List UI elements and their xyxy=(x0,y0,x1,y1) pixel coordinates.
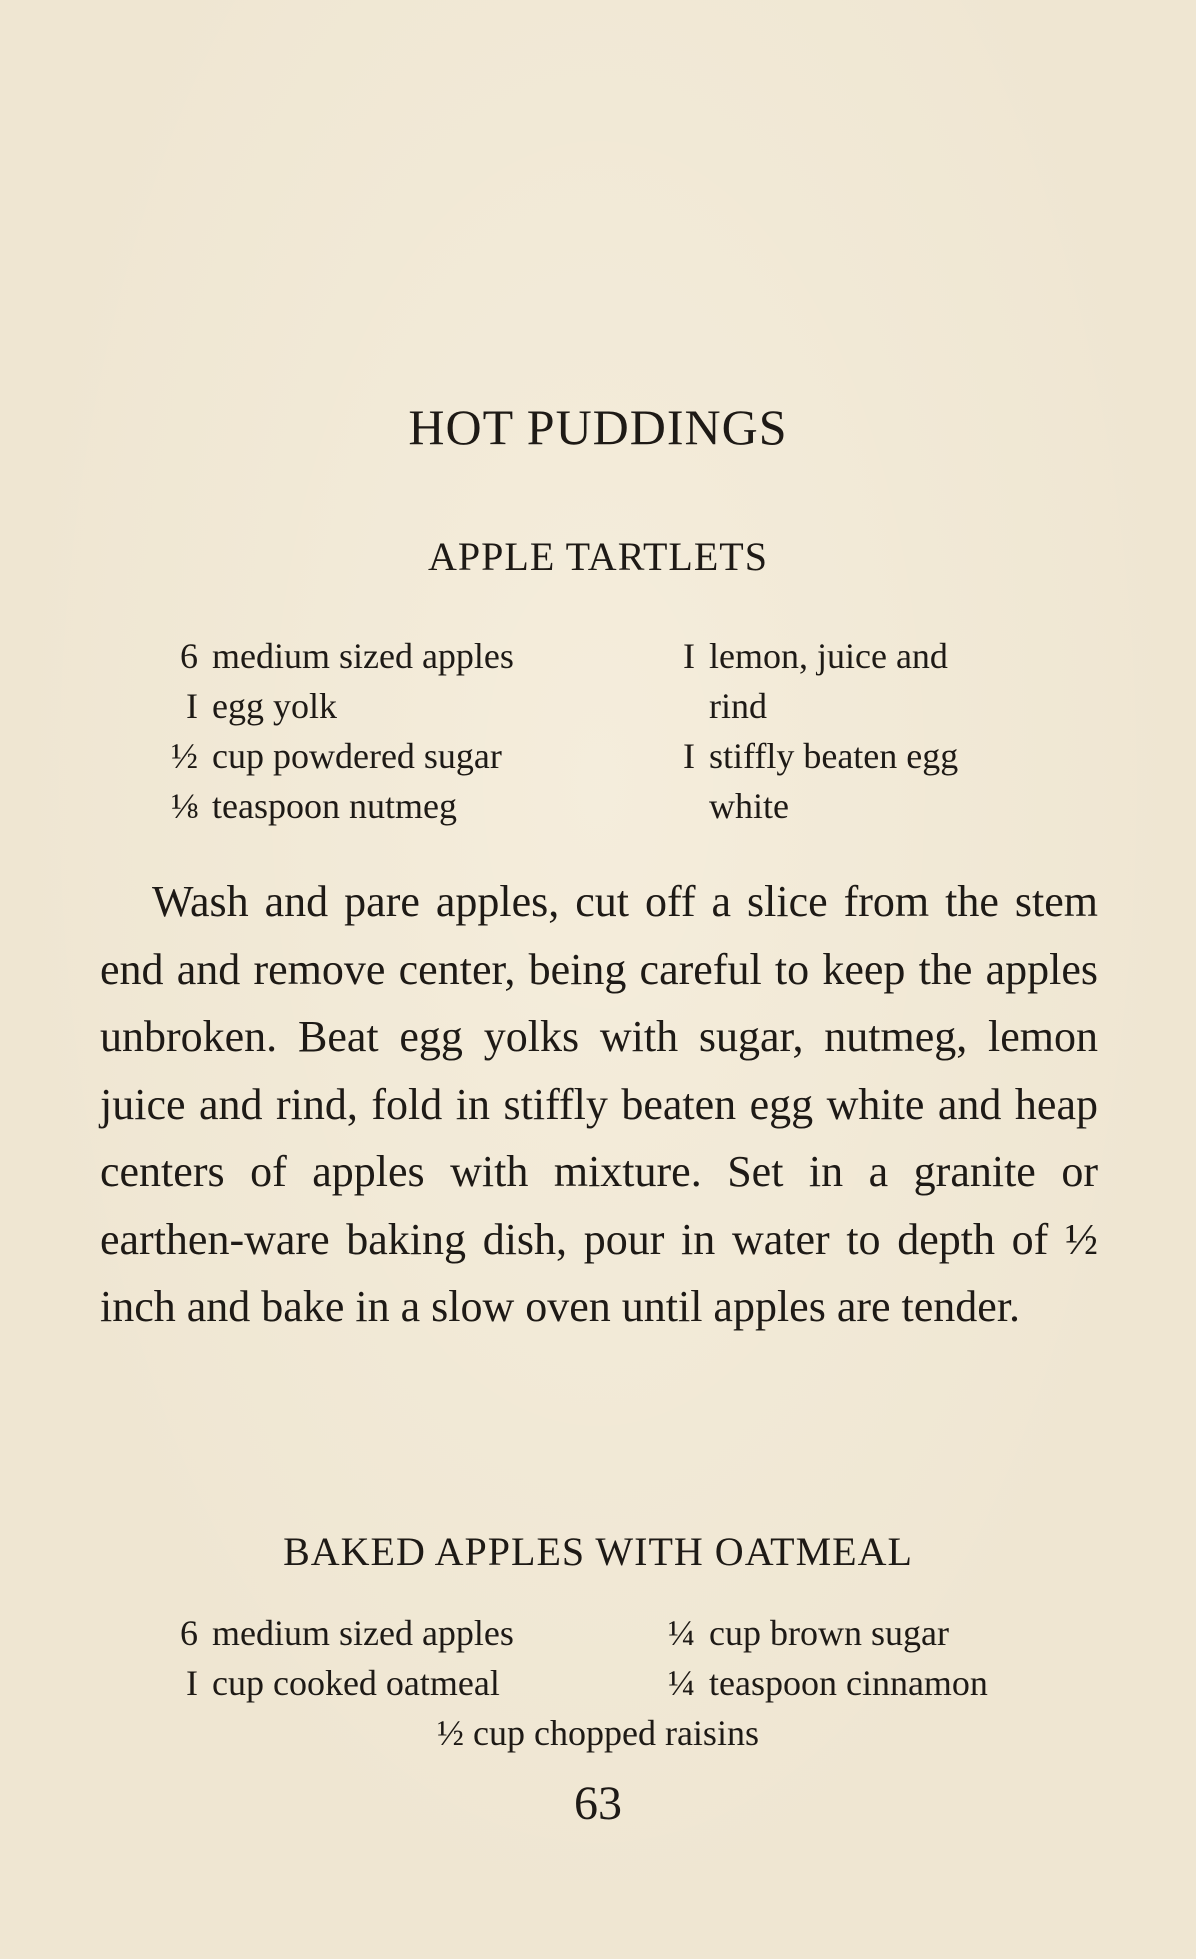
ingredient-quantity: ¼ xyxy=(668,1613,695,1653)
ingredient-quantity: ½ xyxy=(171,736,198,776)
section-title: HOT PUDDINGS xyxy=(408,399,788,455)
ingredient-line xyxy=(640,1608,988,1658)
ingredient-quantity: I xyxy=(186,686,198,726)
ingredient-quantity: I xyxy=(683,636,695,676)
ingredient-continuation: rind xyxy=(709,686,767,726)
ingredient-line xyxy=(140,631,514,681)
ingredient-centered-line xyxy=(0,1708,1196,1758)
ingredient-continuation: white xyxy=(709,786,789,826)
ingredient-text: cup powdered sugar xyxy=(212,736,502,776)
ingredient-quantity: I xyxy=(186,1663,198,1703)
ingredient-line xyxy=(660,781,958,831)
method-paragraph: Wash and pare apples, cut off a slice from the stem end and remove center, being careful to keep the apples unbroken. Beat egg yolks with sugar, nutmeg, lemon juice and rind, fold in stiffly beaten egg white and heap centers of apples with mixture. Set in a granite or earthen-ware baking dish, pour in water to depth of ½ inch and bake in a slow oven until apples are tender. xyxy=(100,877,1098,1331)
ingredient-line xyxy=(140,731,514,781)
ingredients-right-column xyxy=(640,1608,988,1708)
ingredient-text: medium sized apples xyxy=(212,636,514,676)
ingredients-right-column xyxy=(660,631,958,831)
ingredient-quantity: 6 xyxy=(180,1613,198,1653)
ingredients-left-column xyxy=(140,1608,514,1708)
ingredient-quantity: I xyxy=(683,736,695,776)
ingredient-quantity: ¼ xyxy=(668,1663,695,1703)
recipe-title-apple-tartlets: APPLE TARTLETS xyxy=(428,534,768,579)
ingredient-line xyxy=(140,1658,514,1708)
ingredient-text: cup brown sugar xyxy=(709,1613,949,1653)
ingredient-text: cup cooked oatmeal xyxy=(212,1663,500,1703)
ingredient-text: medium sized apples xyxy=(212,1613,514,1653)
ingredient-text: teaspoon nutmeg xyxy=(212,786,457,826)
ingredient-text: stiffly beaten egg xyxy=(709,736,959,776)
ingredients-left-column xyxy=(140,631,514,831)
ingredient-line xyxy=(640,1658,988,1708)
ingredient-text: egg yolk xyxy=(212,686,337,726)
ingredient-line xyxy=(660,731,958,781)
ingredient-quantity: ⅛ xyxy=(171,786,198,826)
ingredient-line xyxy=(140,1608,514,1658)
ingredient-line xyxy=(660,681,958,731)
ingredient-quantity: 6 xyxy=(180,636,198,676)
ingredient-line xyxy=(140,681,514,731)
page-number: 63 xyxy=(574,1777,622,1830)
ingredient-line xyxy=(140,781,514,831)
ingredient-line xyxy=(660,631,958,681)
ingredient-text: teaspoon cinnamon xyxy=(709,1663,988,1703)
recipe-title-baked-apples: BAKED APPLES WITH OATMEAL xyxy=(283,1529,913,1574)
ingredient-text: lemon, juice and xyxy=(709,636,948,676)
ingredient-text: cup chopped raisins xyxy=(473,1713,759,1753)
ingredient-quantity: ½ xyxy=(437,1713,465,1753)
